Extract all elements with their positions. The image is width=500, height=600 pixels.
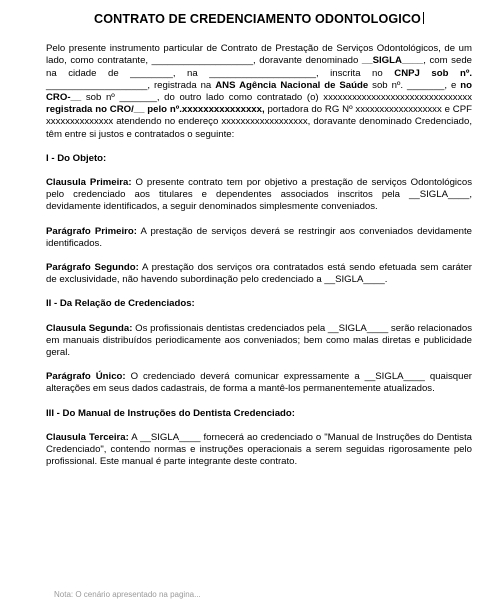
preamble-paragraph	[46, 43, 472, 141]
preamble-segment: sob nº. _______, e	[368, 79, 461, 91]
preamble-segment: no CRO-__	[46, 79, 472, 104]
paragrafo-segundo-text: A prestação dos serviços ora contratados está sendo efetuada sem caráter de exclusividade, não havendo subordinação pelo credenciado a __SIGLA____.	[46, 262, 473, 286]
preamble-segment: registrada no CRO/__ pelo nº.xxxxxxxxxxxxxxx,	[46, 104, 265, 116]
section-heading-relacao: II - Da Relação de Credenciados:	[46, 298, 195, 310]
paragrafo-primeiro-text: A prestação de serviços deverá se restringir aos conveniados devidamente identificados.	[46, 225, 473, 249]
section-heading-objeto: I - Do Objeto:	[46, 152, 107, 164]
paragrafo-segundo	[46, 262, 472, 286]
section-heading-manual: III - Do Manual de Instruções do Dentista Credenciado:	[46, 407, 295, 419]
paragrafo-segundo-label: Parágrafo Segundo:	[46, 262, 139, 274]
contract-title	[46, 12, 472, 25]
paragrafo-unico-label: Parágrafo Único:	[46, 371, 126, 383]
clausula-primeira-text: O presente contrato tem por objetivo a prestação de serviços Odontológicos pelo credenciado aos titulares e dependentes associados inscritos pela __SIGLA____, devidamente identificados, a seguir denominados simplesmente conveniados.	[46, 177, 472, 213]
preamble-segment: ___________________	[151, 55, 254, 67]
clausula-terceira	[46, 432, 472, 469]
preamble-segment: sob nº _______, do outro lado como contratado (o) xxxxxxxxxxxxxxxxxxxxxxxxxxxxxxx	[81, 92, 472, 104]
contract-body	[46, 12, 472, 468]
preamble-segment: ANS Agência Nacional de Saúde	[215, 79, 369, 91]
preamble-segment: portadora do RG Nº xxxxxxxxxxxxxxxxxx e CPF xxxxxxxxxxxxxx atendendo no endereço xxxxxxxxxxxxxxxxxx, doravante denominado Credenciado, têm entre si justos e contratados o seguinte:	[46, 104, 472, 140]
preamble-segment: __SIGLA____	[361, 55, 424, 67]
clausula-terceira-label: Clausula Terceira:	[46, 431, 129, 443]
clausula-primeira-label: Clausula Primeira:	[46, 177, 132, 189]
footer-note: Nota: O cenário apresentado na pagina...	[54, 590, 201, 599]
preamble-segment: CNPJ sob nº.	[394, 67, 472, 79]
clausula-segunda-text: Os profissionais dentistas credenciados pela __SIGLA____ serão relacionados em manuais distribuídos periodicamente aos conveniados; bem como malas diretas e publicidade geral.	[46, 322, 473, 359]
preamble-segment: Pelo presente instrumento particular de Contrato de Prestação de Serviços Odontológicos, de um lado, como contratante,	[46, 43, 472, 67]
clausula-segunda-label: Clausula Segunda:	[46, 322, 133, 334]
clausula-segunda	[46, 323, 472, 360]
clausula-terceira-text: A __SIGLA____ fornecerá ao credenciado o "Manual de Instruções do Dentista Credenciado", contendo normas e instruções operacionais a serem seguidas rigorosamente pelo profissional. Este manual é parte integrante deste contrato.	[46, 431, 472, 468]
paragrafo-primeiro-label: Parágrafo Primeiro:	[46, 225, 137, 237]
text-cursor	[423, 12, 424, 24]
paragrafo-unico	[46, 371, 472, 395]
preamble-segment: ___________________, registrada na	[46, 79, 216, 91]
clausula-primeira	[46, 177, 472, 214]
preamble-segment: , com sede na cidade de ________, na ____________________, inscrita no	[46, 55, 472, 79]
preamble-segment: , doravante denominado	[253, 55, 362, 67]
paragrafo-unico-text: O credenciado deverá comunicar expressamente a __SIGLA____ quaisquer alterações em seus dados cadastrais, de forma a mantê-los permanentemente atualizados.	[46, 371, 472, 395]
contract-title-text: CONTRATO DE CREDENCIAMENTO ODONTOLOGICO	[94, 12, 421, 26]
paragrafo-primeiro	[46, 226, 472, 250]
